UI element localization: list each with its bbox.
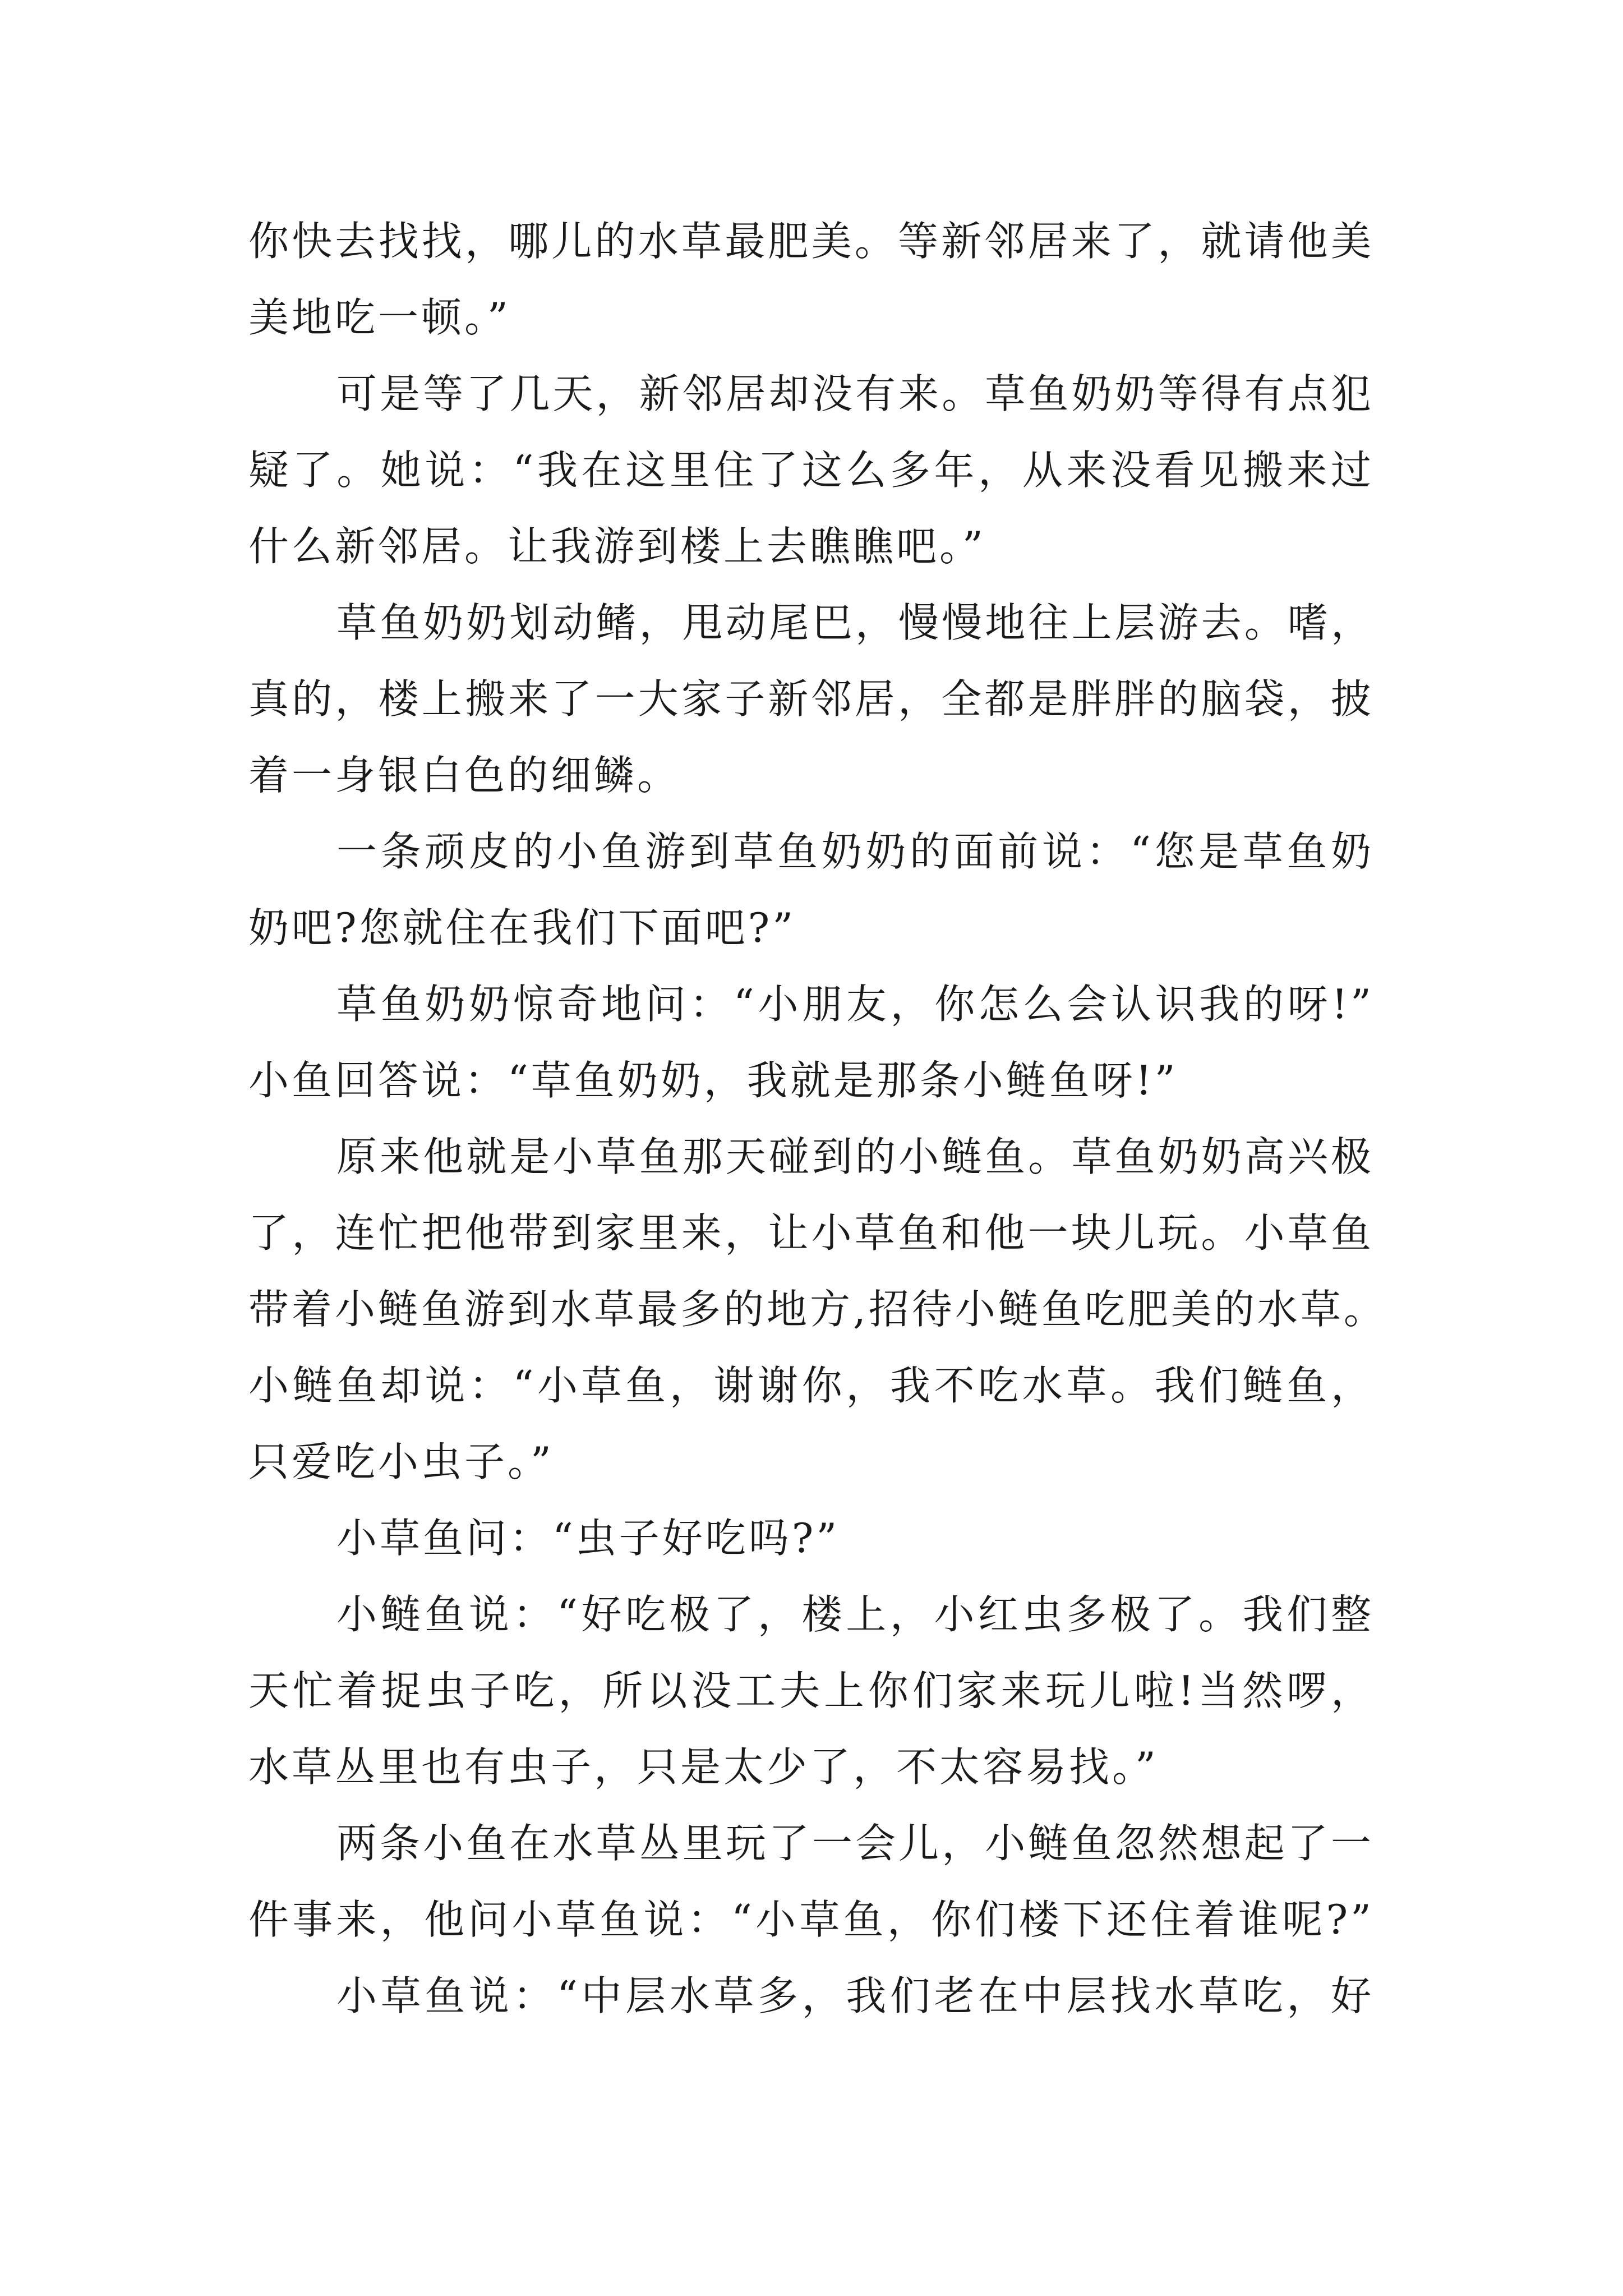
text-line: 你快去找找，哪儿的水草最肥美。等新邻居来了，就请他美 [248, 218, 1374, 265]
text-line: 天忙着捉虫子吃，所以没工夫上你们家来玩儿啦!当然啰， [248, 1667, 1374, 1714]
text-line: 疑了。她说：“我在这里住了这么多年，从来没看见搬来过 [248, 447, 1374, 494]
text-line: 真的，楼上搬来了一大家子新邻居，全都是胖胖的脑袋，披 [248, 675, 1374, 723]
text-line: 小草鱼问：“虫子好吃吗?” [336, 1515, 840, 1562]
text-line: 美地吃一顿。” [248, 294, 511, 341]
text-line: 着一身银白色的细鳞。 [248, 752, 681, 799]
text-line: 小鲢鱼却说：“小草鱼，谢谢你，我不吃水草。我们鲢鱼， [248, 1362, 1374, 1409]
text-line: 两条小鱼在水草丛里玩了一会儿，小鲢鱼忽然想起了一 [336, 1820, 1374, 1867]
text-line: 件事来，他问小草鱼说：“小草鱼，你们楼下还住着谁呢?” [248, 1896, 1374, 1943]
text-line: 小鱼回答说：“草鱼奶奶，我就是那条小鲢鱼呀!” [248, 1057, 1178, 1104]
text-line: 了，连忙把他带到家里来，让小草鱼和他一块儿玩。小草鱼 [248, 1209, 1374, 1257]
text-line: 什么新邻居。让我游到楼上去瞧瞧吧。” [248, 523, 986, 570]
paragraph [248, 585, 1374, 813]
paragraph [248, 356, 1374, 585]
document-body [248, 203, 1387, 2034]
text-line: 奶吧?您就住在我们下面吧?” [248, 904, 796, 951]
text-line: 带着小鲢鱼游到水草最多的地方,招待小鲢鱼吃肥美的水草。 [248, 1286, 1387, 1333]
text-line: 原来他就是小草鱼那天碰到的小鲢鱼。草鱼奶奶高兴极 [336, 1133, 1374, 1180]
paragraph [248, 1576, 1374, 1805]
paragraph [248, 813, 1374, 966]
text-line: 只爱吃小虫子。” [248, 1438, 554, 1485]
paragraph [248, 1805, 1374, 1958]
paragraph [248, 1119, 1387, 1500]
text-line: 水草丛里也有虫子，只是太少了，不太容易找。” [248, 1743, 1159, 1791]
paragraph [248, 1958, 1374, 2034]
text-line: 小鲢鱼说：“好吃极了，楼上，小红虫多极了。我们整 [336, 1591, 1374, 1638]
text-line: 可是等了几天，新邻居却没有来。草鱼奶奶等得有点犯 [336, 370, 1374, 417]
text-line: 草鱼奶奶划动鳍，甩动尾巴，慢慢地往上层游去。嗜， [336, 599, 1374, 646]
text-line: 小草鱼说：“中层水草多，我们老在中层找水草吃，好 [336, 1972, 1374, 2019]
paragraph [248, 966, 1374, 1119]
text-line: 一条顽皮的小鱼游到草鱼奶奶的面前说：“您是草鱼奶 [336, 828, 1374, 875]
paragraph [248, 203, 1374, 356]
text-line: 草鱼奶奶惊奇地问：“小朋友，你怎么会认识我的呀!” [336, 981, 1374, 1028]
paragraph [248, 1500, 1374, 1576]
